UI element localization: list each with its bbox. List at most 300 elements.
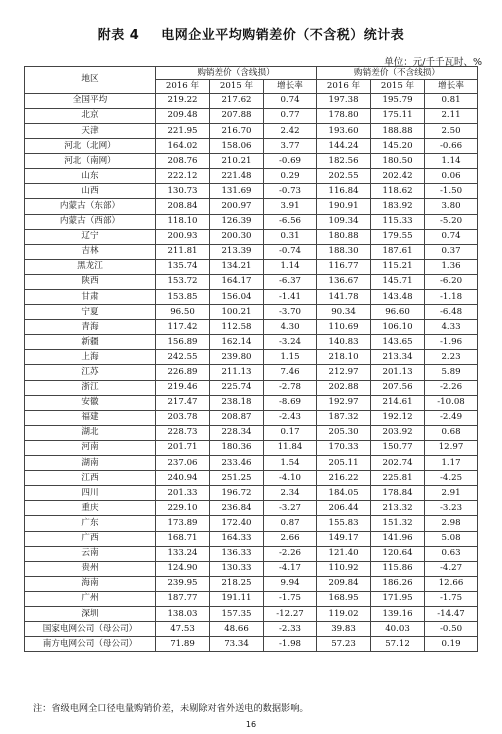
value-cell: -4.25 — [425, 471, 478, 486]
value-cell: 7.46 — [264, 365, 317, 380]
value-cell: 2.42 — [264, 123, 317, 138]
value-cell: 200.93 — [156, 229, 210, 244]
value-cell: 0.29 — [264, 169, 317, 184]
value-cell: 9.94 — [264, 576, 317, 591]
value-cell: -2.43 — [264, 410, 317, 425]
value-cell: 213.32 — [371, 501, 425, 516]
value-cell: 0.17 — [264, 425, 317, 440]
value-cell: 192.12 — [371, 410, 425, 425]
region-cell: 上海 — [25, 350, 156, 365]
region-cell: 吉林 — [25, 244, 156, 259]
value-cell: -2.78 — [264, 380, 317, 395]
value-cell: 158.06 — [210, 139, 264, 154]
value-cell: 2.91 — [425, 486, 478, 501]
region-cell: 重庆 — [25, 501, 156, 516]
value-cell: 186.26 — [371, 576, 425, 591]
value-cell: 117.42 — [156, 320, 210, 335]
value-cell: 150.77 — [371, 440, 425, 455]
value-cell: 209.48 — [156, 108, 210, 123]
value-cell: 202.55 — [317, 169, 371, 184]
value-cell: 184.05 — [317, 486, 371, 501]
region-cell: 宁夏 — [25, 305, 156, 320]
group-header-without-loss: 购销差价（不含线损） — [317, 67, 478, 80]
value-cell: 115.21 — [371, 259, 425, 274]
value-cell: 236.84 — [210, 501, 264, 516]
table-row — [25, 229, 478, 244]
region-cell: 安徽 — [25, 395, 156, 410]
value-cell: 2.98 — [425, 516, 478, 531]
value-cell: -2.26 — [264, 546, 317, 561]
value-cell: 172.40 — [210, 516, 264, 531]
value-cell: 182.56 — [317, 154, 371, 169]
value-cell: 0.77 — [264, 108, 317, 123]
region-cell: 新疆 — [25, 335, 156, 350]
value-cell: 195.79 — [371, 93, 425, 108]
region-cell: 内蒙古（西部） — [25, 214, 156, 229]
value-cell: 126.39 — [210, 214, 264, 229]
value-cell: 211.81 — [156, 244, 210, 259]
value-cell: 196.72 — [210, 486, 264, 501]
table-row — [25, 154, 478, 169]
value-cell: 118.10 — [156, 214, 210, 229]
value-cell: 0.37 — [425, 244, 478, 259]
page-number: 16 — [245, 720, 257, 729]
value-cell: 188.30 — [317, 244, 371, 259]
value-cell: 216.22 — [317, 471, 371, 486]
document-title-block — [0, 24, 502, 43]
value-cell: 201.33 — [156, 486, 210, 501]
table-row — [25, 501, 478, 516]
value-cell: 1.14 — [264, 259, 317, 274]
value-cell: 139.16 — [371, 606, 425, 621]
region-cell: 深圳 — [25, 606, 156, 621]
value-cell: 210.21 — [210, 154, 264, 169]
value-cell: 151.32 — [371, 516, 425, 531]
value-cell: 203.78 — [156, 410, 210, 425]
value-cell: 171.95 — [371, 591, 425, 606]
value-cell: 5.08 — [425, 531, 478, 546]
value-cell: 118.62 — [371, 184, 425, 199]
subheader-cell: 增长率 — [425, 80, 478, 93]
value-cell: 0.74 — [264, 93, 317, 108]
table-row — [25, 290, 478, 305]
table-row — [25, 274, 478, 289]
value-cell: 187.32 — [317, 410, 371, 425]
value-cell: 239.95 — [156, 576, 210, 591]
region-cell: 天津 — [25, 123, 156, 138]
value-cell: -3.23 — [425, 501, 478, 516]
value-cell: 226.89 — [156, 365, 210, 380]
value-cell: 229.10 — [156, 501, 210, 516]
value-cell: 136.67 — [317, 274, 371, 289]
region-cell: 陕西 — [25, 274, 156, 289]
value-cell: 155.83 — [317, 516, 371, 531]
value-cell: 221.95 — [156, 123, 210, 138]
value-cell: 213.34 — [371, 350, 425, 365]
value-cell: -3.27 — [264, 501, 317, 516]
value-cell: -6.48 — [425, 305, 478, 320]
value-cell: 0.87 — [264, 516, 317, 531]
value-cell: 109.34 — [317, 214, 371, 229]
value-cell: 110.92 — [317, 561, 371, 576]
table-row — [25, 637, 478, 652]
value-cell: 200.30 — [210, 229, 264, 244]
value-cell: -2.26 — [425, 380, 478, 395]
value-cell: 130.73 — [156, 184, 210, 199]
value-cell: 239.80 — [210, 350, 264, 365]
value-cell: 192.97 — [317, 395, 371, 410]
value-cell: -0.66 — [425, 139, 478, 154]
value-cell: 251.25 — [210, 471, 264, 486]
value-cell: 180.88 — [317, 229, 371, 244]
value-cell: -1.75 — [425, 591, 478, 606]
value-cell: -0.74 — [264, 244, 317, 259]
value-cell: -4.27 — [425, 561, 478, 576]
value-cell: -3.24 — [264, 335, 317, 350]
value-cell: 12.66 — [425, 576, 478, 591]
table-row — [25, 440, 478, 455]
value-cell: 156.04 — [210, 290, 264, 305]
table-row — [25, 244, 478, 259]
subheader-cell: 增长率 — [264, 80, 317, 93]
value-cell: -0.73 — [264, 184, 317, 199]
unit-label: 单位：元/千千瓦时、% — [384, 57, 482, 68]
value-cell: 225.81 — [371, 471, 425, 486]
region-cell: 山西 — [25, 184, 156, 199]
value-cell: 188.88 — [371, 123, 425, 138]
value-cell: 131.69 — [210, 184, 264, 199]
value-cell: 228.73 — [156, 425, 210, 440]
value-cell: 156.89 — [156, 335, 210, 350]
value-cell: 0.74 — [425, 229, 478, 244]
region-cell: 青海 — [25, 320, 156, 335]
region-cell: 江苏 — [25, 365, 156, 380]
table-row — [25, 169, 478, 184]
value-cell: 2.34 — [264, 486, 317, 501]
value-cell: 219.22 — [156, 93, 210, 108]
appendix-label: 附表 4 — [97, 28, 140, 43]
value-cell: 135.74 — [156, 259, 210, 274]
table-row — [25, 335, 478, 350]
value-cell: -2.49 — [425, 410, 478, 425]
value-cell: 100.21 — [210, 305, 264, 320]
value-cell: -1.50 — [425, 184, 478, 199]
value-cell: 2.66 — [264, 531, 317, 546]
table-row — [25, 108, 478, 123]
value-cell: 141.96 — [371, 531, 425, 546]
table-row — [25, 259, 478, 274]
table-row — [25, 365, 478, 380]
value-cell: 211.13 — [210, 365, 264, 380]
table-row — [25, 199, 478, 214]
price-spread-table — [24, 66, 478, 652]
value-cell: -4.17 — [264, 561, 317, 576]
value-cell: 173.89 — [156, 516, 210, 531]
value-cell: 116.84 — [317, 184, 371, 199]
table-row — [25, 546, 478, 561]
value-cell: 201.13 — [371, 365, 425, 380]
region-cell: 广州 — [25, 591, 156, 606]
table-row — [25, 410, 478, 425]
value-cell: 90.34 — [317, 305, 371, 320]
value-cell: 149.17 — [317, 531, 371, 546]
value-cell: 1.15 — [264, 350, 317, 365]
value-cell: 164.17 — [210, 274, 264, 289]
subheader-cell: 2015 年 — [371, 80, 425, 93]
value-cell: -1.96 — [425, 335, 478, 350]
value-cell: 242.55 — [156, 350, 210, 365]
value-cell: 4.33 — [425, 320, 478, 335]
region-cell: 湖南 — [25, 456, 156, 471]
region-cell: 湖北 — [25, 425, 156, 440]
region-cell: 辽宁 — [25, 229, 156, 244]
value-cell: 153.85 — [156, 290, 210, 305]
value-cell: -10.08 — [425, 395, 478, 410]
table-row — [25, 93, 478, 108]
table-row — [25, 531, 478, 546]
region-cell: 甘肃 — [25, 290, 156, 305]
value-cell: 2.50 — [425, 123, 478, 138]
value-cell: -5.20 — [425, 214, 478, 229]
value-cell: 216.70 — [210, 123, 264, 138]
value-cell: 11.84 — [264, 440, 317, 455]
region-cell: 河北（南网） — [25, 154, 156, 169]
value-cell: 213.39 — [210, 244, 264, 259]
value-cell: 237.06 — [156, 456, 210, 471]
value-cell: 110.69 — [317, 320, 371, 335]
table-row — [25, 591, 478, 606]
value-cell: 3.77 — [264, 139, 317, 154]
value-cell: 208.76 — [156, 154, 210, 169]
table-row — [25, 320, 478, 335]
value-cell: 0.63 — [425, 546, 478, 561]
value-cell: 214.61 — [371, 395, 425, 410]
region-cell: 黑龙江 — [25, 259, 156, 274]
table-row — [25, 395, 478, 410]
value-cell: 207.88 — [210, 108, 264, 123]
value-cell: 180.36 — [210, 440, 264, 455]
value-cell: -4.10 — [264, 471, 317, 486]
region-header: 地区 — [25, 67, 156, 94]
value-cell: 47.53 — [156, 622, 210, 637]
table-body — [25, 93, 478, 651]
value-cell: 217.47 — [156, 395, 210, 410]
value-cell: 140.83 — [317, 335, 371, 350]
value-cell: 157.35 — [210, 606, 264, 621]
value-cell: 197.38 — [317, 93, 371, 108]
value-cell: 2.23 — [425, 350, 478, 365]
value-cell: 180.50 — [371, 154, 425, 169]
value-cell: 143.48 — [371, 290, 425, 305]
value-cell: 207.56 — [371, 380, 425, 395]
value-cell: 136.33 — [210, 546, 264, 561]
table-row — [25, 380, 478, 395]
value-cell: 187.77 — [156, 591, 210, 606]
value-cell: -1.41 — [264, 290, 317, 305]
value-cell: 202.42 — [371, 169, 425, 184]
value-cell: 1.14 — [425, 154, 478, 169]
value-cell: 40.03 — [371, 622, 425, 637]
region-cell: 山东 — [25, 169, 156, 184]
table-row — [25, 561, 478, 576]
table-row — [25, 576, 478, 591]
value-cell: -2.33 — [264, 622, 317, 637]
table-row — [25, 486, 478, 501]
value-cell: -0.69 — [264, 154, 317, 169]
value-cell: -6.20 — [425, 274, 478, 289]
value-cell: 175.11 — [371, 108, 425, 123]
value-cell: 73.34 — [210, 637, 264, 652]
value-cell: 222.12 — [156, 169, 210, 184]
table-title: 电网企业平均购销差价（不含税）统计表 — [161, 28, 405, 43]
value-cell: 12.97 — [425, 440, 478, 455]
value-cell: 153.72 — [156, 274, 210, 289]
subheader-cell: 2016 年 — [156, 80, 210, 93]
table-row — [25, 471, 478, 486]
value-cell: 112.58 — [210, 320, 264, 335]
value-cell: 205.11 — [317, 456, 371, 471]
value-cell: -1.75 — [264, 591, 317, 606]
table-row — [25, 516, 478, 531]
value-cell: 144.24 — [317, 139, 371, 154]
value-cell: 162.14 — [210, 335, 264, 350]
region-cell: 全国平均 — [25, 93, 156, 108]
value-cell: 145.71 — [371, 274, 425, 289]
value-cell: 225.74 — [210, 380, 264, 395]
table-row — [25, 606, 478, 621]
region-cell: 福建 — [25, 410, 156, 425]
value-cell: 106.10 — [371, 320, 425, 335]
value-cell: 71.89 — [156, 637, 210, 652]
value-cell: 5.89 — [425, 365, 478, 380]
table-row — [25, 139, 478, 154]
subheader-cell: 2016 年 — [317, 80, 371, 93]
region-cell: 南方电网公司（母公司） — [25, 637, 156, 652]
value-cell: 96.50 — [156, 305, 210, 320]
value-cell: 1.36 — [425, 259, 478, 274]
table-row — [25, 456, 478, 471]
value-cell: 120.64 — [371, 546, 425, 561]
value-cell: 208.84 — [156, 199, 210, 214]
value-cell: 187.61 — [371, 244, 425, 259]
region-cell: 海南 — [25, 576, 156, 591]
value-cell: 164.33 — [210, 531, 264, 546]
value-cell: 0.31 — [264, 229, 317, 244]
value-cell: 134.21 — [210, 259, 264, 274]
value-cell: -6.56 — [264, 214, 317, 229]
value-cell: 115.86 — [371, 561, 425, 576]
value-cell: 164.02 — [156, 139, 210, 154]
table-row — [25, 305, 478, 320]
value-cell: 57.12 — [371, 637, 425, 652]
value-cell: 141.78 — [317, 290, 371, 305]
value-cell: 209.84 — [317, 576, 371, 591]
value-cell: 183.92 — [371, 199, 425, 214]
value-cell: 48.66 — [210, 622, 264, 637]
value-cell: 4.30 — [264, 320, 317, 335]
value-cell: 218.10 — [317, 350, 371, 365]
table-row — [25, 425, 478, 440]
value-cell: 143.65 — [371, 335, 425, 350]
region-cell: 贵州 — [25, 561, 156, 576]
value-cell: -1.98 — [264, 637, 317, 652]
value-cell: 178.80 — [317, 108, 371, 123]
value-cell: 1.17 — [425, 456, 478, 471]
value-cell: -6.37 — [264, 274, 317, 289]
value-cell: 233.46 — [210, 456, 264, 471]
value-cell: 133.24 — [156, 546, 210, 561]
value-cell: 201.71 — [156, 440, 210, 455]
region-cell: 浙江 — [25, 380, 156, 395]
value-cell: 212.97 — [317, 365, 371, 380]
value-cell: 0.81 — [425, 93, 478, 108]
subheader-cell: 2015 年 — [210, 80, 264, 93]
value-cell: 190.91 — [317, 199, 371, 214]
value-cell: -8.69 — [264, 395, 317, 410]
value-cell: -3.70 — [264, 305, 317, 320]
value-cell: 205.30 — [317, 425, 371, 440]
footnote: 注：省级电网全口径电量购销价差，未剔除对省外送电的数据影响。 — [33, 703, 309, 714]
value-cell: 221.48 — [210, 169, 264, 184]
region-cell: 广西 — [25, 531, 156, 546]
value-cell: 0.19 — [425, 637, 478, 652]
value-cell: 217.62 — [210, 93, 264, 108]
group-header-with-loss: 购销差价（含线损） — [156, 67, 317, 80]
value-cell: 238.18 — [210, 395, 264, 410]
value-cell: -12.27 — [264, 606, 317, 621]
value-cell: 170.33 — [317, 440, 371, 455]
value-cell: 208.87 — [210, 410, 264, 425]
value-cell: 121.40 — [317, 546, 371, 561]
region-cell: 内蒙古（东部） — [25, 199, 156, 214]
value-cell: 1.54 — [264, 456, 317, 471]
value-cell: 116.77 — [317, 259, 371, 274]
value-cell: 124.90 — [156, 561, 210, 576]
value-cell: 2.11 — [425, 108, 478, 123]
table-row — [25, 622, 478, 637]
value-cell: 3.80 — [425, 199, 478, 214]
value-cell: 178.84 — [371, 486, 425, 501]
table-row — [25, 214, 478, 229]
value-cell: 219.46 — [156, 380, 210, 395]
value-cell: 115.33 — [371, 214, 425, 229]
value-cell: 228.34 — [210, 425, 264, 440]
value-cell: 202.74 — [371, 456, 425, 471]
region-cell: 国家电网公司（母公司） — [25, 622, 156, 637]
value-cell: 179.55 — [371, 229, 425, 244]
value-cell: 145.20 — [371, 139, 425, 154]
table-row — [25, 184, 478, 199]
value-cell: 3.91 — [264, 199, 317, 214]
value-cell: 193.60 — [317, 123, 371, 138]
value-cell: 39.83 — [317, 622, 371, 637]
region-cell: 河北（北网） — [25, 139, 156, 154]
value-cell: 240.94 — [156, 471, 210, 486]
value-cell: 119.02 — [317, 606, 371, 621]
value-cell: 218.25 — [210, 576, 264, 591]
region-cell: 广东 — [25, 516, 156, 531]
value-cell: 57.23 — [317, 637, 371, 652]
value-cell: -1.18 — [425, 290, 478, 305]
value-cell: 138.03 — [156, 606, 210, 621]
value-cell: 0.06 — [425, 169, 478, 184]
value-cell: 130.33 — [210, 561, 264, 576]
value-cell: 203.92 — [371, 425, 425, 440]
value-cell: 168.95 — [317, 591, 371, 606]
region-cell: 四川 — [25, 486, 156, 501]
value-cell: 168.71 — [156, 531, 210, 546]
table-row — [25, 350, 478, 365]
